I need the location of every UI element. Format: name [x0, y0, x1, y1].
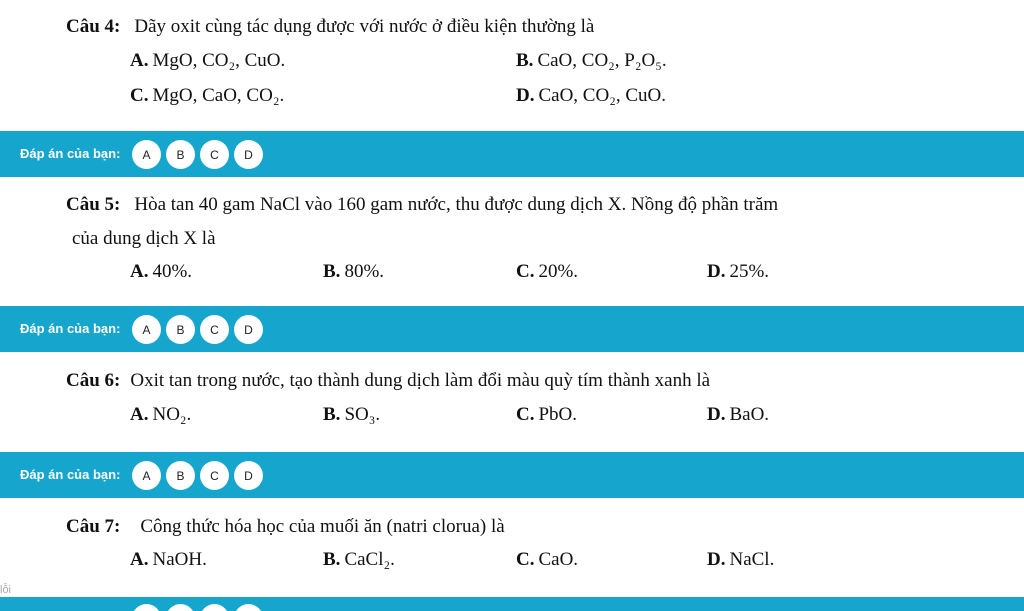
question-5-option-b: B. 80%. — [323, 261, 385, 282]
question-6-title — [66, 370, 710, 392]
question-5-number: Câu 5: — [66, 194, 121, 215]
question-4-text: Dãy oxit cùng tác dụng được với nước ở điều kiện thường là — [134, 16, 595, 37]
question-4-title — [66, 16, 594, 38]
choice-d-button[interactable]: D — [234, 461, 263, 490]
choice-c-button[interactable]: C — [200, 315, 229, 344]
question-7-option-d: D. NaCl. — [707, 549, 775, 570]
answer-choices — [132, 140, 263, 169]
question-7-option-b: B. CaCl₂. — [323, 549, 395, 570]
answer-label: Đáp án của bạn: — [20, 146, 121, 161]
choice-c-button[interactable] — [200, 604, 229, 611]
answer-choices — [132, 315, 263, 344]
choice-d-button[interactable] — [234, 604, 263, 611]
question-6-option-d: D. BaO. — [707, 404, 770, 425]
choice-b-button[interactable] — [166, 604, 195, 611]
answer-label: Đáp án của bạn: — [20, 467, 121, 482]
question-7-text: Công thức hóa học của muối ăn (natri clorua) là — [140, 516, 505, 537]
question-6-text: Oxit tan trong nước, tạo thành dung dịch làm đổi màu quỳ tím thành xanh là — [130, 370, 711, 391]
question-5-text: Hòa tan 40 gam NaCl vào 160 gam nước, thu được dung dịch X. Nồng độ phần trăm — [134, 194, 779, 215]
answer-bar-question-6 — [0, 452, 1024, 498]
question-5-option-a: A. 40%. — [130, 261, 193, 282]
answer-choices — [132, 461, 263, 490]
choice-a-button[interactable]: A — [132, 315, 161, 344]
question-6-option-c: C. PbO. — [516, 404, 578, 425]
question-5-option-c: C. 20%. — [516, 261, 579, 282]
choice-a-button[interactable]: A — [132, 461, 161, 490]
choice-b-button[interactable]: B — [166, 461, 195, 490]
question-7-title — [66, 516, 505, 538]
question-6-option-a: A. NO₂. — [130, 404, 192, 425]
question-4-option-d: D. CaO, CO₂, CuO. — [516, 85, 666, 106]
answer-bar-question-7 — [0, 597, 1024, 611]
choice-b-button[interactable]: B — [166, 140, 195, 169]
choice-b-button[interactable]: B — [166, 315, 195, 344]
footnote-text: lỗi — [0, 584, 12, 596]
question-6-number: Câu 6: — [66, 370, 121, 391]
question-7-number: Câu 7: — [66, 516, 121, 537]
question-7-option-c: C. CaO. — [516, 549, 579, 570]
choice-a-button[interactable]: A — [132, 140, 161, 169]
question-6-option-b: B. SO₃. — [323, 404, 381, 425]
answer-bar-question-5 — [0, 306, 1024, 352]
answer-bar-question-4 — [0, 131, 1024, 177]
question-4-option-c: C. MgO, CaO, CO₂. — [130, 85, 285, 106]
question-4-option-b: B. CaO, CO₂, P₂O₅. — [516, 50, 667, 71]
question-4-number: Câu 4: — [66, 16, 121, 37]
question-7-option-a: A. NaOH. — [130, 549, 207, 570]
question-4-option-a: A. MgO, CO₂, CuO. — [130, 50, 286, 71]
choice-c-button[interactable]: C — [200, 461, 229, 490]
answer-label: Đáp án của bạn: — [20, 321, 121, 336]
question-5-text-continued: của dung dịch X là — [72, 228, 216, 249]
question-5-option-d: D. 25%. — [707, 261, 770, 282]
question-5-title — [66, 194, 778, 216]
choice-d-button[interactable]: D — [234, 140, 263, 169]
choice-a-button[interactable] — [132, 604, 161, 611]
choice-d-button[interactable]: D — [234, 315, 263, 344]
choice-c-button[interactable]: C — [200, 140, 229, 169]
